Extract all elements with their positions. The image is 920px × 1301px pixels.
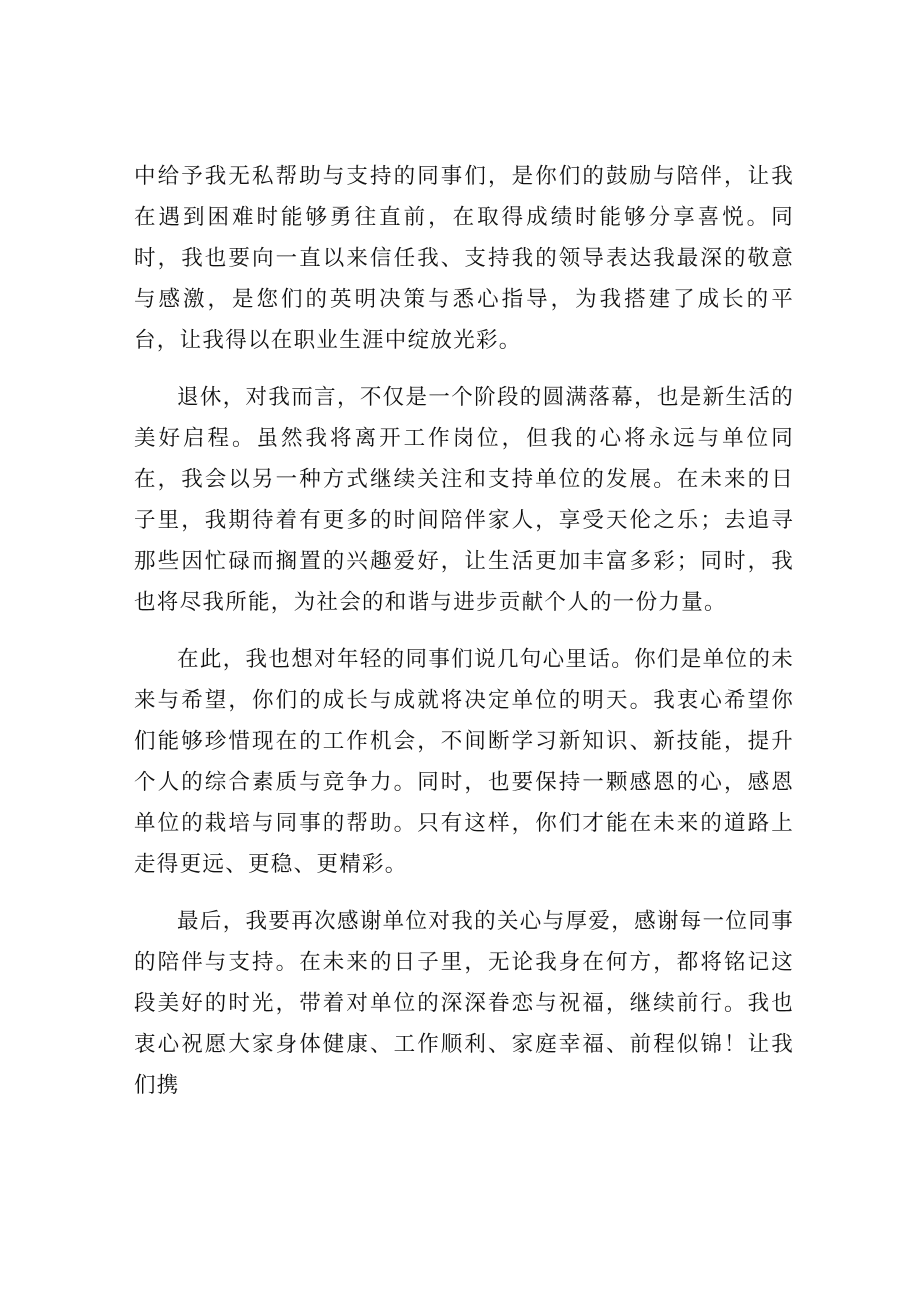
document-body bbox=[134, 156, 794, 1122]
paragraph-1: 中给予我无私帮助与支持的同事们，是你们的鼓励与陪伴，让我在遇到困难时能够勇往直前，在取得成绩时能够分享喜悦。同时，我也要向一直以来信任我、支持我的领导表达我最深的敬意与感激，是您们的英明决策与悉心指导，为我搭建了成长的平台，让我得以在职业生涯中绽放光彩。 bbox=[134, 164, 794, 353]
paragraph-2: 退休，对我而言，不仅是一个阶段的圆满落幕，也是新生活的美好启程。虽然我将离开工作岗位，但我的心将永远与单位同在，我会以另一种方式继续关注和支持单位的发展。在未来的日子里，我期待着有更多的时间陪伴家人，享受天伦之乐；去追寻那些因忙碌而搁置的兴趣爱好，让生活更加丰富多彩；同时，我也将尽我所能，为社会的和谐与进步贡献个人的一份力量。 bbox=[134, 385, 794, 615]
paragraph-4: 最后，我要再次感谢单位对我的关心与厚爱，感谢每一位同事的陪伴与支持。在未来的日子里，无论我身在何方，都将铭记这段美好的时光，带着对单位的深深眷恋与祝福，继续前行。我也衷心祝愿大家身体健康、工作顺利、家庭幸福、前程似锦！让我们携 bbox=[134, 909, 794, 1098]
paragraph-3: 在此，我也想对年轻的同事们说几句心里话。你们是单位的未来与希望，你们的成长与成就将决定单位的明天。我衷心希望你们能够珍惜现在的工作机会，不间断学习新知识、新技能，提升个人的综合素质与竞争力。同时，也要保持一颗感恩的心，感恩单位的栽培与同事的帮助。只有这样，你们才能在未来的道路上走得更远、更稳、更精彩。 bbox=[134, 647, 794, 877]
